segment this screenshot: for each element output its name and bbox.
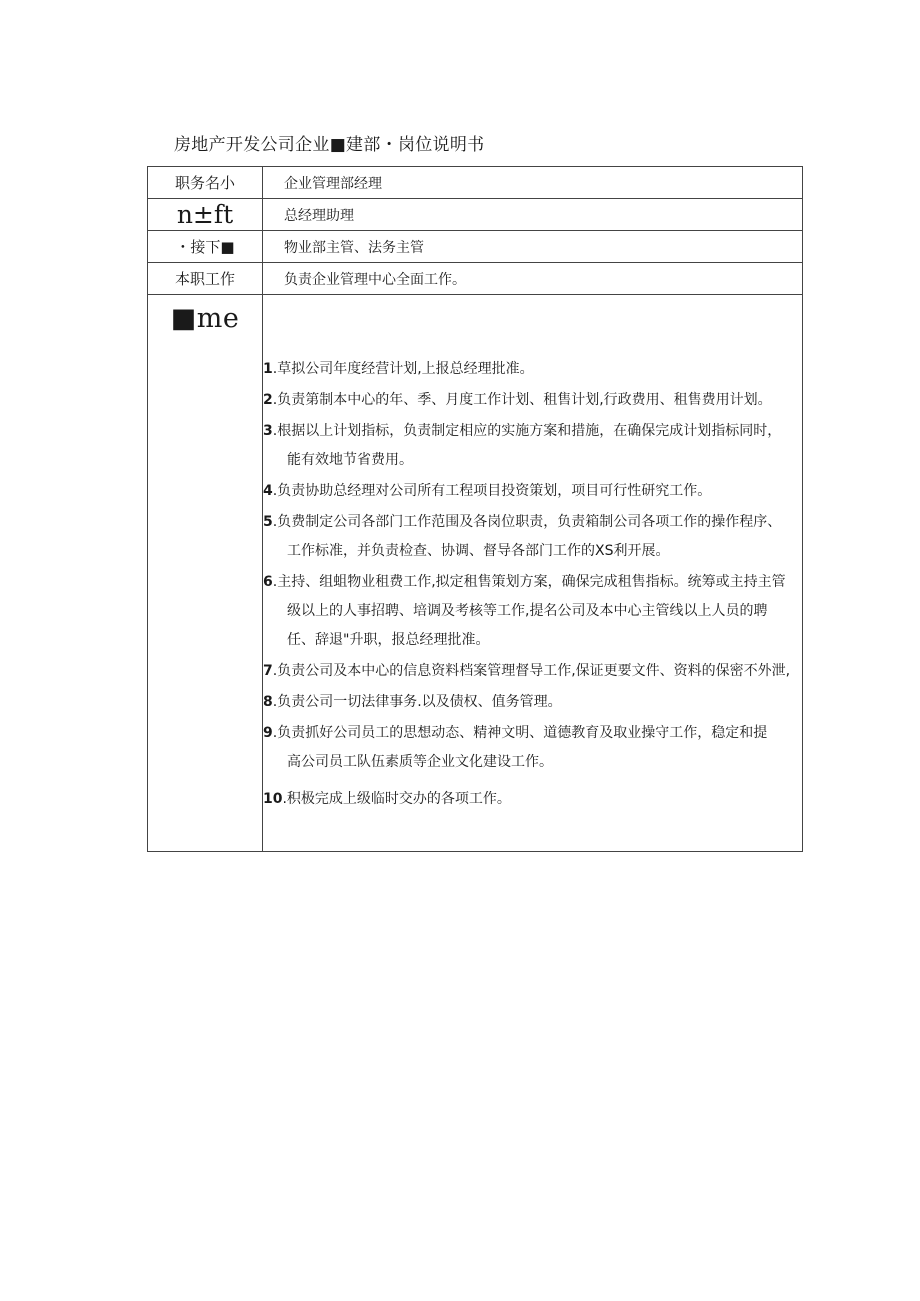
- position-row: [148, 167, 803, 199]
- duty-line: [263, 719, 802, 748]
- duty-line: [263, 785, 802, 814]
- duty-item: [263, 508, 802, 566]
- duty-text: .负责协助总经理对公司所有工程项目投资策划，项目可行性研究工作。: [272, 483, 712, 499]
- document-title: 房地产开发公司企业■建部・岗位说明书: [174, 135, 485, 155]
- duty-line: [263, 568, 802, 597]
- superior-row: [148, 199, 803, 231]
- duty-text: .根据以上计划指标，负责制定相应的实施方案和措施，在确保完成计划指标同时，: [272, 423, 782, 439]
- duty-number: 8: [263, 694, 273, 710]
- duty-number: 1: [263, 361, 273, 377]
- duties-row: [148, 295, 803, 852]
- main-work-row: [148, 263, 803, 295]
- duty-item: [263, 657, 802, 686]
- main-work-value: 负责企业管理中心全面工作。: [263, 263, 803, 295]
- duty-text: .负费制定公司各部门工作范围及各岗位职责，负责箱制公司各项工作的操作程序、: [272, 514, 782, 530]
- duty-number: 5: [263, 514, 273, 530]
- subordinate-label: ・接下■: [148, 231, 263, 263]
- duty-item: [263, 568, 802, 655]
- duty-item: [263, 355, 802, 384]
- duties-cell: [263, 295, 803, 852]
- duty-line: [263, 688, 802, 717]
- duty-number: 6: [263, 574, 273, 590]
- duty-text: .草拟公司年度经营计划,上报总经理批准。: [272, 361, 534, 377]
- duty-number: 2: [263, 392, 273, 408]
- duty-continuation: 高公司员工队伍素质等企业文化建设工作。: [287, 754, 553, 770]
- duty-text: .负责公司一切法律事务.以及债权、值务管理。: [272, 694, 562, 710]
- duty-number: 9: [263, 725, 273, 741]
- superior-label: n±ft: [148, 199, 263, 231]
- duty-item: [263, 688, 802, 717]
- subordinate-row: [148, 231, 803, 263]
- duty-line: [263, 417, 802, 446]
- duty-continuation: 工作标准，并负责检查、协调、督导各部门工作的XS利开展。: [287, 543, 670, 559]
- duty-text: .负责公司及本中心的信息资料档案管理督导工作,保证更要文件、资料的保密不外泄,: [272, 663, 791, 679]
- duty-item: [263, 785, 802, 814]
- duties-label-cell: [148, 295, 263, 852]
- duty-line: [263, 386, 802, 415]
- position-value: 企业管理部经理: [263, 167, 803, 199]
- duty-text: .积极完成上级临时交办的各项工作。: [282, 791, 511, 807]
- duties-label: ■me: [170, 303, 240, 334]
- duty-line: [263, 355, 802, 384]
- duty-continuation: 任、辞退"升职，报总经理批准。: [287, 632, 490, 648]
- duty-text: .主持、组蛆物业租费工作,拟定租售策划方案，确保完成租售指标。统筹或主持主管: [272, 574, 786, 590]
- duty-item: [263, 719, 802, 777]
- duty-line: [263, 508, 802, 537]
- duty-number: 7: [263, 663, 273, 679]
- duty-continuation: 级以上的人事招聘、培调及考核等工作,提名公司及本中心主管线以上人员的聘: [287, 603, 768, 619]
- position-label: 职务名小: [148, 167, 263, 199]
- superior-value: 总经理助理: [263, 199, 803, 231]
- duties-list: [263, 295, 802, 814]
- duty-number: 10: [263, 791, 283, 807]
- duty-text: .负责抓好公司员工的思想动态、精神文明、道德教育及取业操守工作，稳定和提: [272, 725, 768, 741]
- duty-line: [263, 477, 802, 506]
- main-work-label: 本职工作: [148, 263, 263, 295]
- duty-item: [263, 477, 802, 506]
- job-description-table: [147, 166, 803, 852]
- duty-number: 4: [263, 483, 273, 499]
- duty-item: [263, 417, 802, 475]
- duty-item: [263, 386, 802, 415]
- duty-continuation: 能有效地节省费用。: [287, 452, 413, 468]
- duty-line: [263, 657, 802, 686]
- duty-number: 3: [263, 423, 273, 439]
- subordinate-value: 物业部主管、法务主管: [263, 231, 803, 263]
- duty-text: .负责第制本中心的年、季、月度工作计划、租售计划,行政费用、租售费用计划。: [272, 392, 772, 408]
